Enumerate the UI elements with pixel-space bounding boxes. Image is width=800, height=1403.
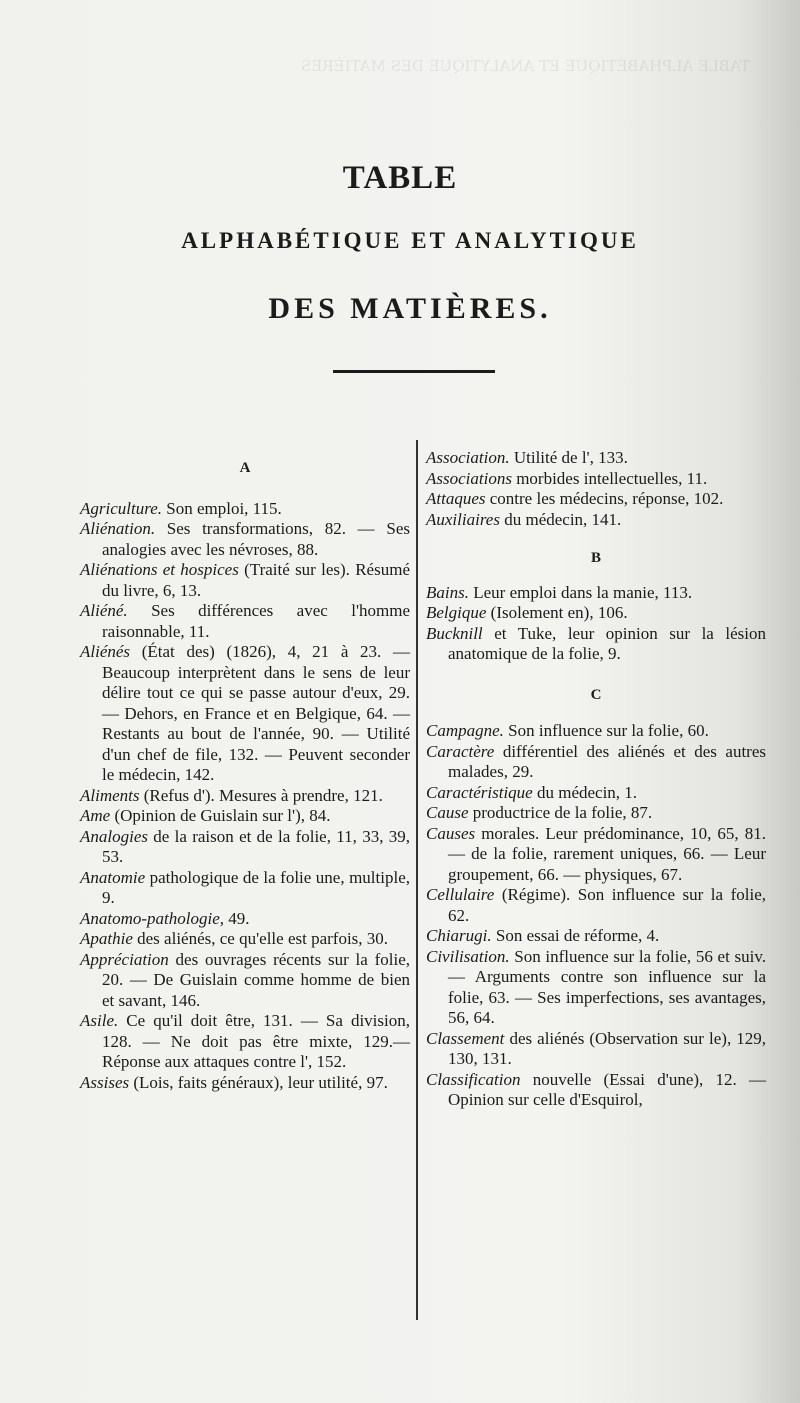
index-entry-text: des ouvrages récents sur la folie, 20. — De Guislain comme homme de bien et savant, 146.: [102, 949, 410, 1010]
index-entry: [80, 806, 410, 827]
index-entry: [426, 926, 766, 947]
section-letter-c: C: [590, 686, 602, 703]
page-subtitle-2: DES MATIÈRES.: [268, 292, 552, 325]
index-entry: [426, 489, 766, 510]
index-entry-text: (Refus d'). Mesures à prendre, 121.: [139, 785, 383, 805]
left-column: [80, 448, 410, 1093]
index-entry-text: contre les médecins, réponse, 102.: [485, 489, 724, 508]
index-entry-text: productrice de la folie, 87.: [468, 803, 653, 822]
index-entry-keyword: Asile.: [80, 1011, 119, 1030]
index-entry-keyword: Classement: [426, 1028, 505, 1048]
index-entry-keyword: Aliments: [80, 785, 140, 805]
index-entry: [426, 783, 766, 804]
index-entry: [80, 909, 410, 930]
index-entry-keyword: Bains.: [426, 582, 469, 602]
index-entry: [80, 642, 410, 786]
right-entry-list-c: [426, 721, 766, 1111]
index-entry: [80, 786, 410, 807]
index-entry-text: pathologique de la folie une, multiple, 9.: [102, 867, 410, 907]
index-entry: [80, 1011, 410, 1073]
index-entry: [426, 603, 766, 624]
index-entry: [80, 950, 410, 1012]
index-entry-text: (État des) (1826), 4, 21 à 23. — Beaucoup interprètent dans le sens de leur délire tout ce qui se passe autour d'eux, 29. — Dehors, en France et en Belgique, 64. — Restants au bout de l'année, 90. — Utilité d'un chef de file, 132. — Peuvent seconder le médecin, 142.: [102, 642, 410, 784]
index-entry: [426, 469, 766, 490]
index-entry: [80, 929, 410, 950]
index-entry-text: Utilité de l', 133.: [509, 448, 628, 467]
index-entry: [80, 519, 410, 560]
index-entry-keyword: Cause: [426, 803, 469, 822]
section-letter-b: B: [590, 550, 601, 566]
index-entry: [80, 560, 410, 601]
index-entry: [426, 721, 766, 742]
index-entry: [426, 624, 766, 665]
index-entry-text: Son influence sur la folie, 56 et suiv. — Arguments contre son influence sur la folie, 63. — Ses imperfections, ses avantages, 56, 64.: [448, 946, 766, 1027]
index-entry: [426, 885, 766, 926]
index-entry-keyword: Aliénation.: [80, 519, 156, 538]
index-entry-text: 49.: [224, 908, 250, 928]
index-entry-text: (Isolement en), 106.: [486, 603, 628, 622]
bleed-through-text: TABLE ALPHABÉTIQUE ET ANALYTIQUE DES MATIÈRES: [301, 57, 750, 75]
index-entry-keyword: Causes: [426, 823, 476, 843]
index-entry-keyword: Belgique: [426, 603, 487, 622]
index-entry-keyword: Bucknill: [426, 623, 483, 643]
index-entry-keyword: Association.: [426, 448, 510, 467]
index-entry-keyword: Classification: [426, 1069, 521, 1089]
index-entry-text: de la raison et de la folie, 11, 33, 39, 53.: [102, 826, 410, 866]
index-entry-text: du médecin, 1.: [532, 782, 638, 802]
section-letter-a: A: [239, 460, 251, 476]
index-entry: [426, 947, 766, 1029]
left-entry-list: [80, 499, 410, 1094]
index-entry-text: morbides intellectuelles, 11.: [511, 468, 708, 488]
column-divider: [416, 440, 418, 1320]
index-entry-keyword: Auxiliaires: [426, 509, 500, 529]
title-rule: [333, 370, 495, 373]
index-entry-text: morales. Leur prédominance, 10, 65, 81.— de la folie, rarement uniques, 66. — Leur groupement, 66. — physiques, 67.: [448, 823, 766, 884]
index-entry-text: (Régime). Son influence sur la folie, 62.: [448, 885, 766, 925]
index-entry: [426, 510, 766, 531]
index-entry-text: des aliénés, ce qu'elle est parfois, 30.: [132, 929, 389, 948]
index-entry: [426, 448, 766, 469]
index-entry-text: (Traité sur les). Résumé du livre, 6, 13.: [102, 560, 410, 600]
index-entry: [80, 499, 410, 520]
index-entry-text: et Tuke, leur opinion sur la lésion anatomique de la folie, 9.: [448, 623, 766, 663]
index-entry-text: (Opinion de Guislain sur l'), 84.: [110, 806, 331, 825]
index-entry-keyword: Aliénés: [80, 642, 131, 661]
index-entry-text: Leur emploi dans la manie, 113.: [468, 582, 693, 602]
index-entry-text: nouvelle (Essai d'une), 12. — Opinion sur celle d'Esquirol,: [448, 1069, 766, 1109]
index-entry-text: Son emploi, 115.: [162, 498, 282, 518]
index-entry-text: Ses différences avec l'homme raisonnable, 11.: [102, 601, 410, 641]
index-entry-keyword: Assises: [80, 1072, 130, 1092]
index-entry: [426, 1029, 766, 1070]
index-entry-text: des aliénés (Observation sur le), 129, 130, 131.: [448, 1028, 766, 1068]
index-entry-keyword: Caractère: [426, 741, 495, 761]
index-entry: [426, 1070, 766, 1111]
index-entry: [80, 1073, 410, 1094]
index-entry-keyword: Aliéné.: [80, 601, 128, 620]
index-entry: [426, 803, 766, 824]
index-entry-keyword: Aliénations et hospices: [80, 560, 239, 579]
index-entry: [80, 827, 410, 868]
right-entry-list-b: [426, 583, 766, 665]
index-entry-keyword: Anatomie: [80, 867, 146, 887]
index-entry-keyword: Analogies: [80, 826, 148, 846]
index-entry-text: (Lois, faits généraux), leur utilité, 97.: [129, 1072, 388, 1092]
index-entry-text: du médecin, 141.: [499, 509, 622, 529]
index-entry-keyword: Campagne.: [426, 721, 504, 740]
index-entry-keyword: Civilisation.: [426, 946, 510, 966]
index-entry-text: différentiel des aliénés et des autres malades, 29.: [448, 741, 766, 781]
index-entry-keyword: Ame: [80, 806, 111, 825]
index-entry: [80, 868, 410, 909]
right-entry-list-a: [426, 448, 766, 530]
index-entry-text: Son influence sur la folie, 60.: [503, 721, 709, 740]
index-entry-text: Ses transformations, 82. — Ses analogies avec les névroses, 88.: [102, 519, 410, 559]
index-entry-keyword: Caractéristique: [426, 782, 533, 802]
index-entry: [426, 583, 766, 604]
index-entry-keyword: Attaques: [426, 489, 486, 508]
page-title: TABLE: [342, 160, 458, 196]
index-entry-text: Ce qu'il doit être, 131. — Sa division, 128. — Ne doit pas être mixte, 129.— Réponse aux attaques contre l', 152.: [102, 1011, 410, 1071]
index-entry: [426, 824, 766, 886]
index-entry-keyword: Agriculture.: [80, 498, 162, 518]
index-entry-keyword: Cellulaire: [426, 885, 495, 904]
index-entry-keyword: Apathie: [80, 929, 133, 948]
index-entry: [80, 601, 410, 642]
right-column: [426, 448, 766, 1111]
index-entry-text: Son essai de réforme, 4.: [491, 926, 660, 945]
page-subtitle-1: ALPHABÉTIQUE ET ANALYTIQUE: [181, 228, 639, 253]
index-entry-keyword: Anatomo-pathologie,: [80, 908, 225, 928]
index-entry-keyword: Appréciation: [80, 949, 169, 969]
index-entry: [426, 742, 766, 783]
index-entry-keyword: Chiarugi.: [426, 926, 492, 945]
index-entry-keyword: Associations: [426, 468, 512, 488]
